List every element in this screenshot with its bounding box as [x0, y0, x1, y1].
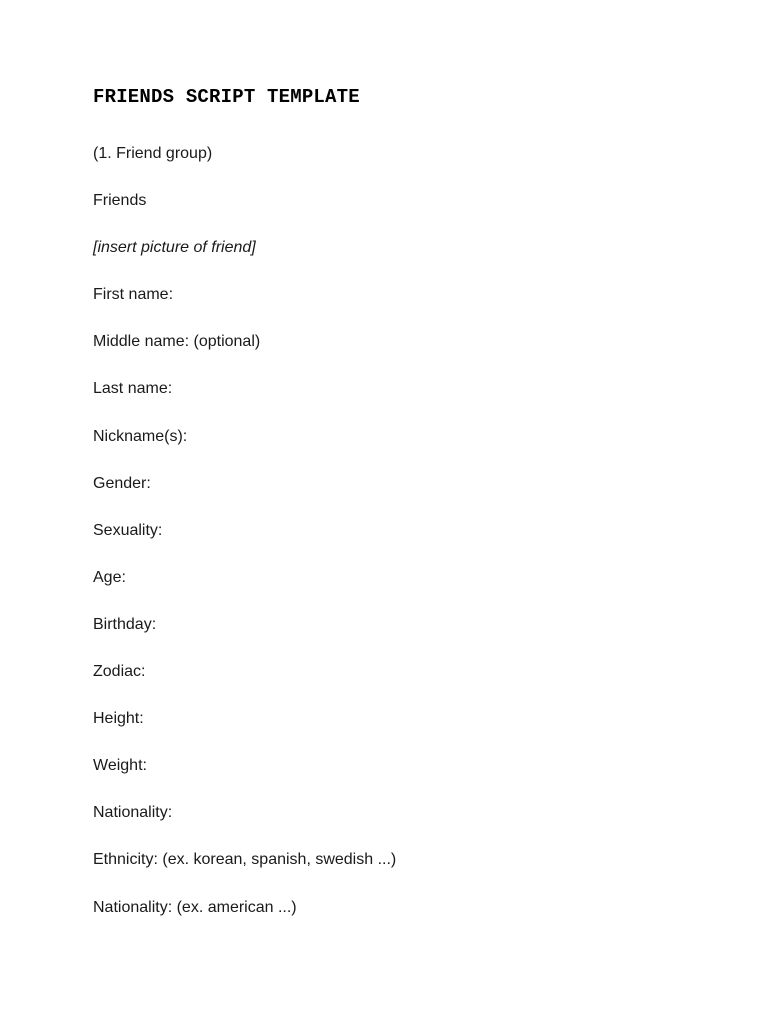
section-label: Friends: [93, 192, 147, 210]
field-height: Height:: [93, 710, 144, 728]
section-heading: (1. Friend group): [93, 145, 213, 162]
field-zodiac: Zodiac:: [93, 663, 146, 681]
field-first-name: First name:: [93, 286, 174, 304]
field-ethnicity: Ethnicity: (ex. korean, spanish, swedish ...): [93, 851, 397, 869]
field-birthday: Birthday:: [93, 615, 157, 633]
field-nationality: Nationality:: [93, 804, 173, 822]
field-last-name: Last name:: [93, 380, 173, 398]
picture-placeholder: [insert picture of friend]: [93, 239, 256, 257]
field-weight: Weight:: [93, 757, 147, 775]
field-nationality-example: Nationality: (ex. american ...): [93, 898, 297, 916]
document-title: FRIENDS SCRIPT TEMPLATE: [93, 86, 360, 108]
field-gender: Gender:: [93, 474, 151, 492]
field-middle-name: Middle name: (optional): [93, 333, 261, 351]
field-age: Age:: [93, 568, 126, 586]
document-body: [93, 143, 396, 944]
field-sexuality: Sexuality:: [93, 521, 163, 539]
field-nicknames: Nickname(s):: [93, 427, 188, 445]
